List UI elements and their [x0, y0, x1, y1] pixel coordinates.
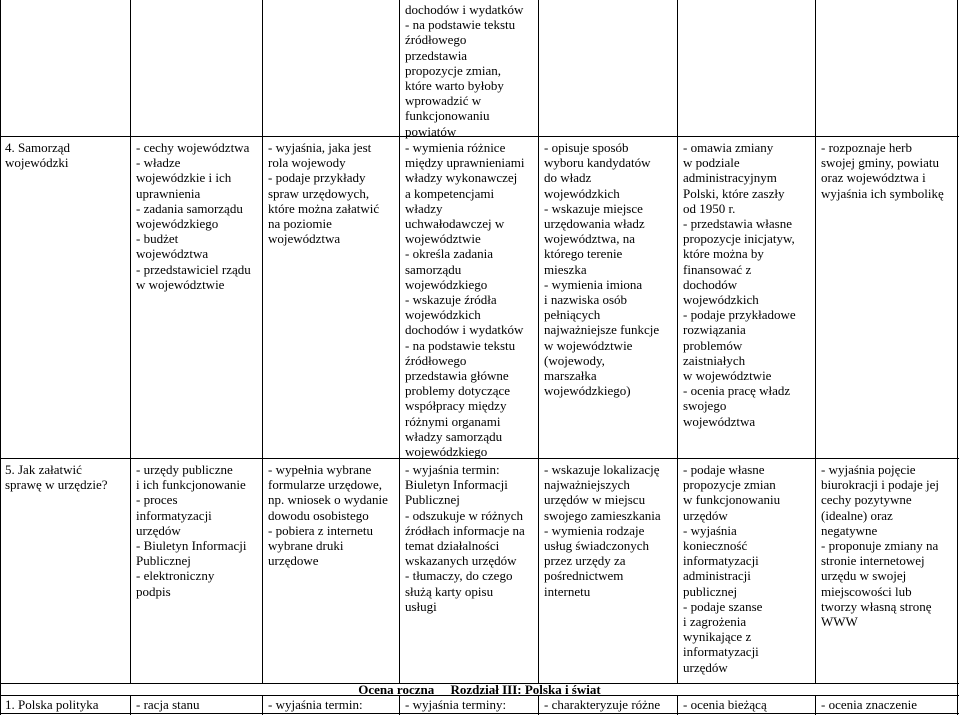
- grid-line: [815, 0, 816, 684]
- requirements-cell: - ocenia bieżącą: [683, 697, 767, 712]
- grid-line: [0, 713, 959, 714]
- lesson-title: 1. Polska polityka: [5, 697, 99, 712]
- requirements-cell: - wyjaśnia terminy:: [405, 697, 507, 712]
- requirements-cell: - opisuje sposób wyboru kandydatów do władz wojewódzkich - wskazuje miejsce urzędowania władz województwa, na którego terenie mieszka - wymienia imiona i nazwiska osób pełniących najważniejsze funkcje w województwie (wojewody, marszałka wojewódzkiego): [544, 140, 660, 399]
- section-header: [0, 682, 959, 697]
- grid-line: [130, 695, 131, 715]
- assessment-label: Ocena roczna: [358, 682, 435, 697]
- grid-line: [677, 0, 678, 684]
- grid-line: [399, 695, 400, 715]
- requirements-cell: - wymienia różnice między uprawnieniami władzy wykonawczej a kompetencjami władzy uchwałodawczej w województwie - określa zadania samorządu wojewódzkiego - wskazuje źródła wojewódzkich dochodów i wydatków - na podstawie tekstu źródłowego przedstawia główne problemy dotyczące współpracy między różnymi organami władzy samorządu wojewódzkiego: [405, 140, 525, 460]
- requirements-cell: - charakteryzuje różne: [544, 697, 661, 712]
- grid-line: [677, 695, 678, 715]
- grid-line: [815, 695, 816, 715]
- grid-line: [262, 0, 263, 684]
- grid-line: [538, 695, 539, 715]
- lesson-title: 4. Samorząd wojewódzki: [5, 140, 70, 171]
- topics-cell: - cechy województwa - władze wojewódzkie i ich uprawnienia - zadania samorządu wojewódzkiego - budżet województwa - przedstawiciel rządu w województwie: [136, 140, 251, 292]
- grid-line: [957, 0, 958, 715]
- grid-line: [538, 0, 539, 684]
- topics-cell: - racja stanu: [136, 697, 200, 712]
- requirements-cell: - wskazuje lokalizację najważniejszych urzędów w miejscu swojego zamieszkania - wymienia rodzaje usług świadczonych przez urzędy za pośrednictwem internetu: [544, 462, 661, 599]
- requirements-cell: - wyjaśnia termin:: [268, 697, 363, 712]
- lesson-title: 5. Jak załatwić sprawę w urzędzie?: [5, 462, 108, 493]
- table-cell-continued: dochodów i wydatków - na podstawie tekstu źródłowego przedstawia propozycje zmian, które warto byłoby wprowadzić w funkcjonowaniu powiatów: [405, 2, 524, 139]
- requirements-cell: - wyjaśnia termin: Biuletyn Informacji Publicznej - odszukuje w różnych źródłach informacje na temat działalności wskazanych urzędów - tłumaczy, do czego służą karty opisu usługi: [405, 462, 525, 614]
- requirements-cell: - wyjaśnia pojęcie biurokracji i podaje jej cechy pozytywne (idealne) oraz negatywne - proponuje zmiany na stronie internetowej urzędu w swojej miejscowości lub tworzy własną stronę WWW: [821, 462, 940, 630]
- grid-line: [262, 695, 263, 715]
- topics-cell: - urzędy publiczne i ich funkcjonowanie - proces informatyzacji urzędów - Biuletyn Informacji Publicznej - elektroniczny podpis: [136, 462, 247, 599]
- grid-line: [130, 0, 131, 684]
- grid-line: [399, 0, 400, 684]
- chapter-title: Rozdział III: Polska i świat: [450, 682, 601, 697]
- grid-line: [0, 0, 1, 715]
- requirements-cell: - rozpoznaje herb swojej gminy, powiatu oraz województwa i wyjaśnia ich symbolikę: [821, 140, 944, 201]
- requirements-cell: - omawia zmiany w podziale administracyjnym Polski, które zaszły od 1950 r. - przedstawia własne propozycje inicjatyw, które można by finansować z dochodów wojewódzkich - podaje przykładowe rozwiązania problemów zaistniałych w województwie - ocenia pracę władz swojego województwa: [683, 140, 796, 429]
- requirements-cell: - wyjaśnia, jaka jest rola wojewody - podaje przykłady spraw urzędowych, które można załatwić na poziomie województwa: [268, 140, 380, 247]
- requirements-cell: - wypełnia wybrane formularze urzędowe, np. wniosek o wydanie dowodu osobistego - pobiera z internetu wybrane druki urzędowe: [268, 462, 388, 569]
- requirements-cell: - podaje własne propozycje zmian w funkcjonowaniu urzędów - wyjaśnia konieczność informatyzacji administracji publicznej - podaje szanse i zagrożenia wynikające z informatyzacji urzędów: [683, 462, 781, 675]
- requirements-cell: - ocenia znaczenie: [821, 697, 917, 712]
